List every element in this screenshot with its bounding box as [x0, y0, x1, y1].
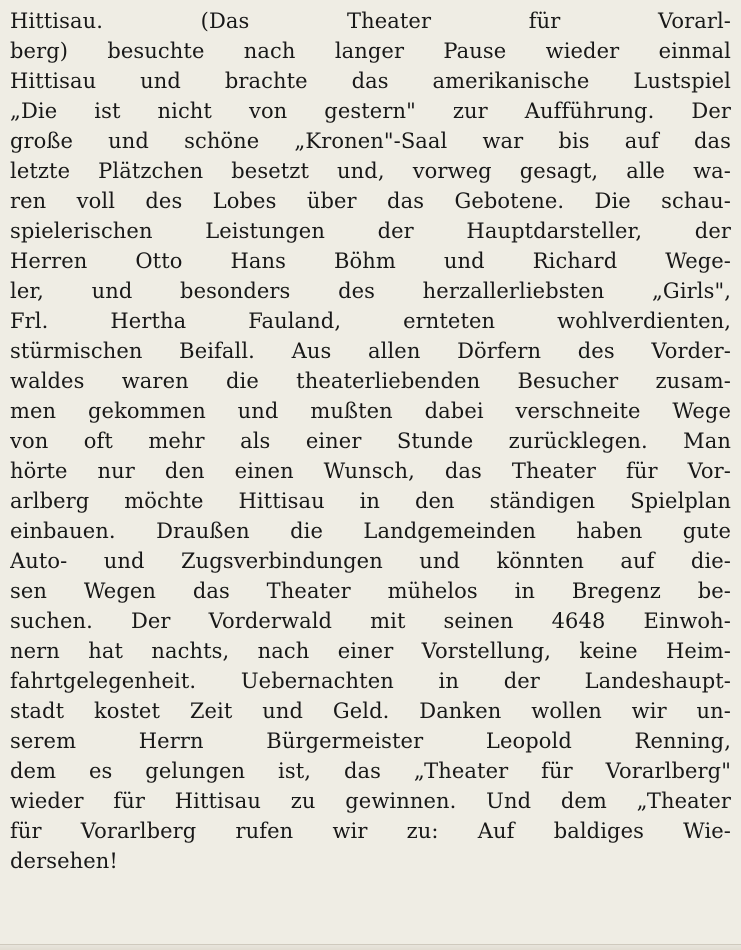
article-line: dersehen! — [10, 849, 118, 873]
article-line: nern hat nachts, nach einer Vorstellung, keine Heim- — [10, 639, 731, 663]
article-line: fahrtgelegenheit. Uebernachten in der Landeshaupt- — [10, 669, 731, 693]
article-line: Hittisau. (Das Theater für Vorarl- — [10, 9, 731, 33]
article-line: Hittisau und brachte das amerikanische Lustspiel — [10, 69, 731, 93]
article-line: „Die ist nicht von gestern" zur Aufführung. Der — [10, 99, 731, 123]
article-line: berg) besuchte nach langer Pause wieder einmal — [10, 39, 731, 63]
article-line: einbauen. Draußen die Landgemeinden haben gute — [10, 519, 731, 543]
article-line: waldes waren die theaterliebenden Besucher zusam- — [10, 369, 731, 393]
article-body — [10, 6, 731, 876]
article-line: stadt kostet Zeit und Geld. Danken wollen wir un- — [10, 699, 731, 723]
article-line: hörte nur den einen Wunsch, das Theater für Vor- — [10, 459, 731, 483]
article-line: stürmischen Beifall. Aus allen Dörfern des Vorder- — [10, 339, 731, 363]
article-line: serem Herrn Bürgermeister Leopold Renning, — [10, 729, 731, 753]
article-line: Auto- und Zugsverbindungen und könnten auf die- — [10, 549, 731, 573]
article-line: dem es gelungen ist, das „Theater für Vorarlberg" — [10, 759, 731, 783]
article-line: arlberg möchte Hittisau in den ständigen Spielplan — [10, 489, 731, 513]
article-line: letzte Plätzchen besetzt und, vorweg gesagt, alle wa- — [10, 159, 731, 183]
article-line: men gekommen und mußten dabei verschneite Wege — [10, 399, 731, 423]
article-line: wieder für Hittisau zu gewinnen. Und dem „Theater — [10, 789, 731, 813]
clipping-bottom-edge — [0, 944, 741, 950]
article-line: sen Wegen das Theater mühelos in Bregenz be- — [10, 579, 731, 603]
article-line: Frl. Hertha Fauland, ernteten wohlverdienten, — [10, 309, 731, 333]
article-line: von oft mehr als einer Stunde zurücklegen. Man — [10, 429, 731, 453]
article-line: suchen. Der Vorderwald mit seinen 4648 Einwoh- — [10, 609, 731, 633]
article-line: Herren Otto Hans Böhm und Richard Wege- — [10, 249, 731, 273]
article-line: für Vorarlberg rufen wir zu: Auf baldiges Wie- — [10, 819, 731, 843]
article-line: ler, und besonders des herzallerliebsten „Girls", — [10, 279, 731, 303]
article-line: große und schöne „Kronen"-Saal war bis auf das — [10, 129, 731, 153]
article-line: spielerischen Leistungen der Hauptdarsteller, der — [10, 219, 731, 243]
article-line: ren voll des Lobes über das Gebotene. Die schau- — [10, 189, 731, 213]
